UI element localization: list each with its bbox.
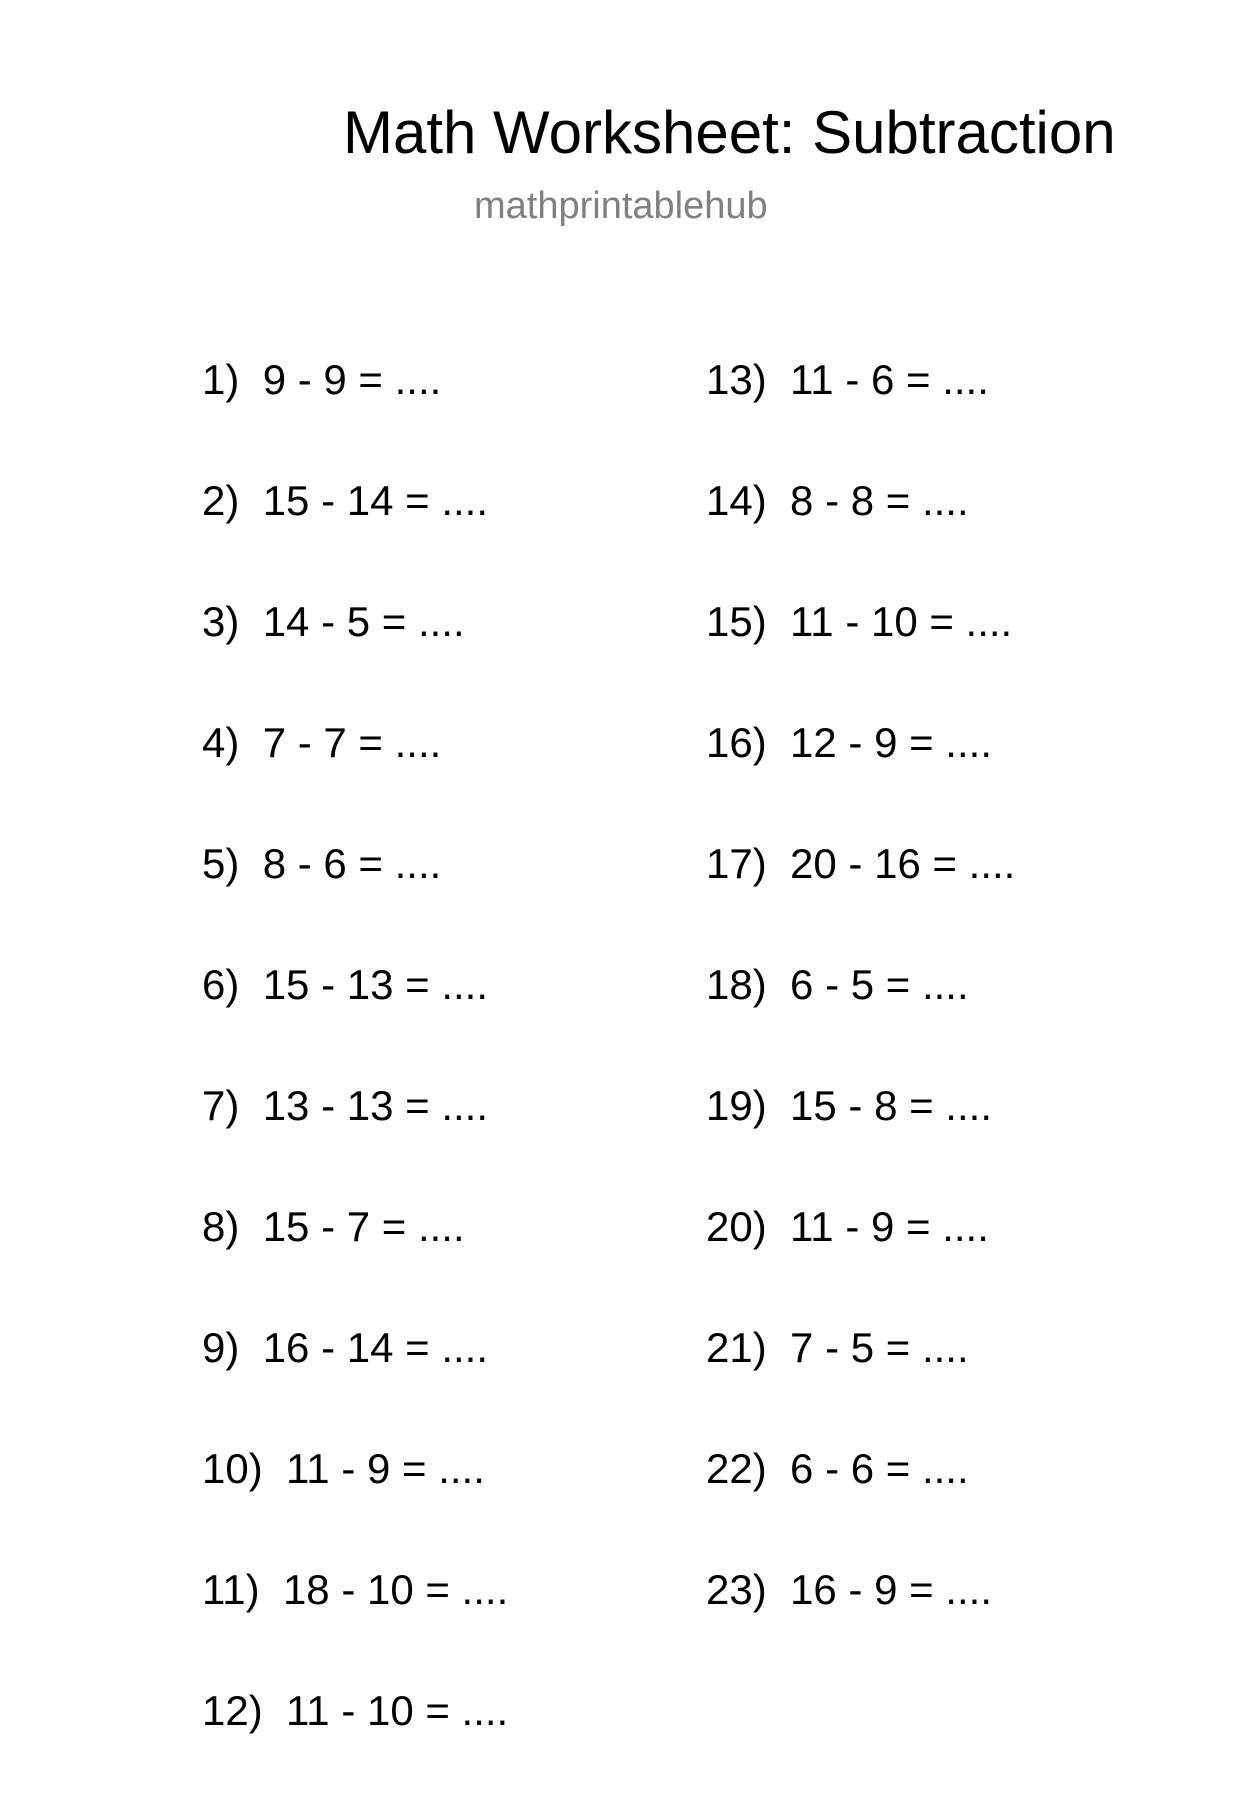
problem-expression: 6 - 5 = .... <box>790 961 969 1008</box>
page-title: Math Worksheet: Subtraction <box>343 99 1116 166</box>
problem-number: 3) <box>202 598 240 645</box>
problem-item <box>706 594 1015 715</box>
problem-expression: 16 - 9 = .... <box>790 1566 992 1613</box>
problem-expression: 11 - 9 = .... <box>286 1445 485 1492</box>
problem-item <box>706 715 1015 836</box>
problem-item <box>202 594 508 715</box>
problem-item <box>202 1441 508 1562</box>
problem-item <box>202 1320 508 1441</box>
problem-expression: 9 - 9 = .... <box>262 356 442 403</box>
problem-item <box>202 836 508 957</box>
problem-item <box>706 1441 1015 1562</box>
problems-left-column <box>202 352 508 1804</box>
problem-expression: 18 - 10 = .... <box>282 1566 509 1613</box>
problem-number: 21) <box>706 1324 767 1371</box>
problem-item <box>706 1562 1015 1683</box>
problem-item <box>202 1683 508 1804</box>
problem-expression: 14 - 5 = .... <box>262 598 465 645</box>
problem-expression: 15 - 8 = .... <box>790 1082 992 1129</box>
problem-number: 13) <box>706 356 767 403</box>
problem-item <box>202 1562 508 1683</box>
problem-number: 17) <box>706 840 767 887</box>
problem-number: 11) <box>202 1566 260 1613</box>
problem-expression: 12 - 9 = .... <box>790 719 992 766</box>
problem-number: 2) <box>202 477 240 524</box>
problem-number: 19) <box>706 1082 767 1129</box>
problem-expression: 11 - 10 = .... <box>790 598 1013 645</box>
problem-number: 20) <box>706 1203 767 1250</box>
problem-expression: 16 - 14 = .... <box>262 1324 489 1371</box>
problem-item <box>706 836 1015 957</box>
problem-expression: 6 - 6 = .... <box>790 1445 969 1492</box>
subtitle: mathprintablehub <box>474 185 768 227</box>
problem-item <box>202 1078 508 1199</box>
problem-item <box>202 957 508 1078</box>
problem-number: 15) <box>706 598 767 645</box>
problem-number: 6) <box>202 961 240 1008</box>
problem-expression: 15 - 13 = .... <box>262 961 489 1008</box>
problem-expression: 8 - 8 = .... <box>790 477 969 524</box>
problem-item <box>706 352 1015 473</box>
problem-number: 9) <box>202 1324 240 1371</box>
problem-item <box>202 473 508 594</box>
problem-number: 8) <box>202 1203 240 1250</box>
problem-number: 23) <box>706 1566 767 1613</box>
problem-item <box>706 1078 1015 1199</box>
problem-number: 5) <box>202 840 240 887</box>
problem-number: 12) <box>202 1687 263 1734</box>
problem-number: 7) <box>202 1082 240 1129</box>
problems-right-column <box>706 352 1015 1683</box>
problem-expression: 20 - 16 = .... <box>790 840 1016 887</box>
problem-item <box>202 352 508 473</box>
problem-number: 4) <box>202 719 240 766</box>
problem-number: 18) <box>706 961 767 1008</box>
problem-expression: 11 - 6 = .... <box>790 356 989 403</box>
problem-number: 22) <box>706 1445 767 1492</box>
problem-item <box>706 1199 1015 1320</box>
problem-item <box>706 473 1015 594</box>
problem-number: 14) <box>706 477 767 524</box>
problem-expression: 8 - 6 = .... <box>262 840 442 887</box>
problem-expression: 13 - 13 = .... <box>262 1082 489 1129</box>
problem-expression: 11 - 9 = .... <box>790 1203 989 1250</box>
problem-expression: 11 - 10 = .... <box>286 1687 509 1734</box>
problem-item <box>706 1320 1015 1441</box>
problem-number: 16) <box>706 719 767 766</box>
problem-item <box>202 1199 508 1320</box>
problem-expression: 15 - 7 = .... <box>262 1203 465 1250</box>
problem-expression: 7 - 7 = .... <box>262 719 442 766</box>
problem-item <box>706 957 1015 1078</box>
problem-number: 10) <box>202 1445 263 1492</box>
problem-number: 1) <box>202 356 240 403</box>
problem-item <box>202 715 508 836</box>
problem-expression: 15 - 14 = .... <box>262 477 489 524</box>
problem-expression: 7 - 5 = .... <box>790 1324 969 1371</box>
